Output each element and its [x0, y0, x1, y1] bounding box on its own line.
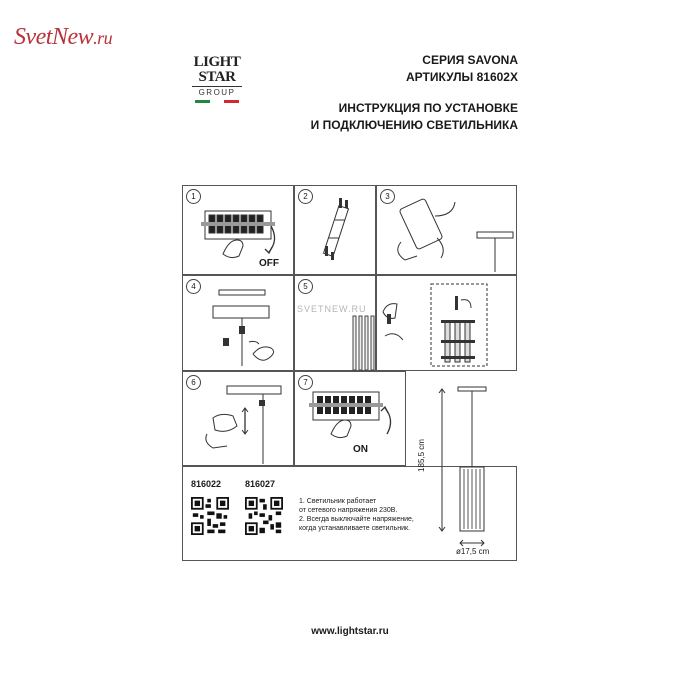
watermark-brand: SvetNew — [14, 24, 94, 50]
step-number: 5 — [298, 279, 313, 294]
watermark-logo — [14, 24, 112, 51]
qr-code-icon — [245, 497, 283, 535]
article-code-1: 816022 — [191, 479, 222, 489]
series-block — [406, 52, 518, 86]
step-6-panel — [182, 371, 294, 466]
step-number: 4 — [186, 279, 201, 294]
qr-code-icon — [191, 497, 229, 535]
step-number: 2 — [298, 189, 313, 204]
watermark-domain: .ru — [93, 28, 113, 48]
step-1-label: OFF — [259, 258, 279, 269]
wiring-illustration — [377, 186, 518, 276]
step-5-detail-panel — [297, 275, 517, 371]
step-number: 6 — [186, 375, 201, 390]
product-dimension-drawing — [410, 381, 517, 561]
logo-line2: STAR — [198, 69, 236, 85]
rod-attachment-detail — [377, 276, 518, 372]
brand-logo — [192, 55, 242, 103]
series-name: СЕРИЯ SAVONA — [422, 53, 518, 67]
step-1-panel — [182, 185, 294, 275]
step-5-panel — [294, 275, 376, 371]
title-line2: И ПОДКЛЮЧЕНИЮ СВЕТИЛЬНИКА — [310, 118, 518, 132]
pendant-lamp-illustration — [410, 381, 517, 561]
step-3-panel — [376, 185, 517, 275]
diameter-dimension: ø17,5 cm — [456, 547, 490, 556]
step-7-label: ON — [353, 444, 368, 455]
note-line: 2. Всегда выключайте напряжение, — [299, 516, 414, 523]
step-number: 3 — [380, 189, 395, 204]
step-2-panel — [294, 185, 376, 275]
note-line: когда устанавливаете светильник. — [299, 525, 411, 532]
title-line1: ИНСТРУКЦИЯ ПО УСТАНОВКЕ — [338, 101, 518, 115]
height-dimension: 185,5 cm — [416, 439, 426, 472]
document-title — [311, 100, 518, 134]
italian-flag-icon — [195, 100, 239, 103]
article-code-2: 816027 — [245, 479, 276, 489]
logo-line1: LIGHT — [193, 54, 241, 70]
step-4-panel — [182, 275, 294, 371]
instruction-grid — [182, 185, 517, 561]
step-number: 1 — [186, 189, 201, 204]
step-number: 7 — [298, 375, 313, 390]
step-7-panel — [294, 371, 406, 466]
note-line: 1. Светильник работает — [299, 498, 377, 505]
footer-url: www.lightstar.ru — [311, 626, 389, 637]
note-line: от сетевого напряжения 230В. — [299, 507, 398, 514]
overlay-watermark: SVETNEW.RU — [297, 304, 367, 314]
article-numbers: АРТИКУЛЫ 81602X — [406, 70, 518, 84]
logo-line3: GROUP — [192, 86, 242, 97]
